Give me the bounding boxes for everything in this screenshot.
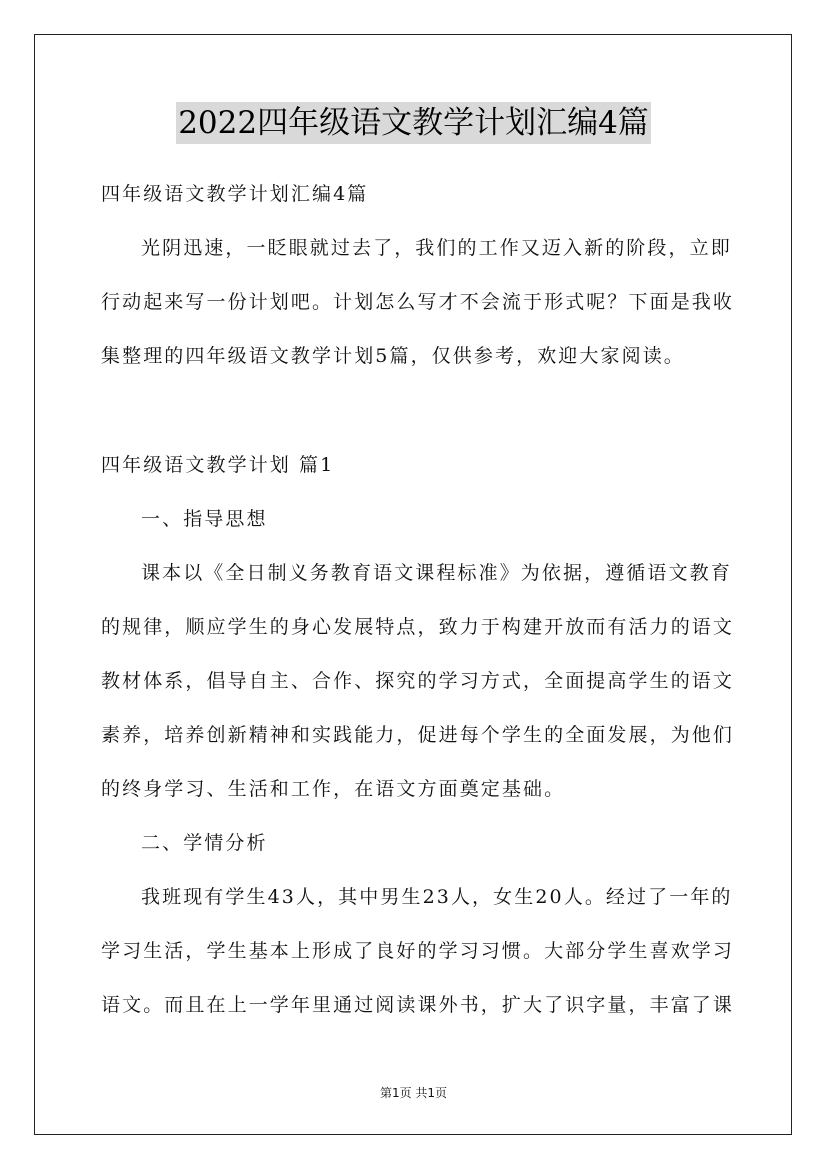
- page-footer: [0, 1085, 827, 1101]
- intro-line-3: 集整理的四年级语文教学计划5篇，仅供参考，欢迎大家阅读。: [101, 345, 685, 367]
- part2-line-3: 语文。而且在上一学年里通过阅读课外书，扩大了识字量，丰富了课: [101, 994, 735, 1016]
- section-heading: 四年级语文教学计划 篇1: [101, 454, 335, 476]
- document-subtitle: 四年级语文教学计划汇编4篇: [101, 183, 369, 205]
- page-number: 第1页 共1页: [379, 1086, 448, 1100]
- part1-line-4: 素养，培养创新精神和实践能力，促进每个学生的全面发展，为他们: [101, 724, 735, 746]
- part2-heading: 二、学情分析: [141, 832, 268, 854]
- title-container: [0, 102, 827, 144]
- document-title: 2022四年级语文教学计划汇编4篇: [176, 102, 651, 144]
- intro-line-2: 行动起来写一份计划吧。计划怎么写才不会流于形式呢？下面是我收: [101, 291, 735, 313]
- part2-line-2: 学习生活，学生基本上形成了良好的学习习惯。大部分学生喜欢学习: [101, 940, 735, 962]
- part2-line-1: 我班现有学生43人，其中男生23人，女生20人。经过了一年的: [141, 886, 733, 908]
- part1-heading: 一、指导思想: [141, 508, 268, 530]
- part1-line-1: 课本以《全日制义务教育语文课程标准》为依据，遵循语文教育: [141, 562, 732, 584]
- part1-line-3: 教材体系，倡导自主、合作、探究的学习方式，全面提高学生的语文: [101, 670, 735, 692]
- part1-line-5: 的终身学习、生活和工作，在语文方面奠定基础。: [101, 778, 566, 800]
- part1-line-2: 的规律，顺应学生的身心发展特点，致力于构建开放而有活力的语文: [101, 616, 735, 638]
- intro-line-1: 光阴迅速，一眨眼就过去了，我们的工作又迈入新的阶段，立即: [141, 237, 732, 259]
